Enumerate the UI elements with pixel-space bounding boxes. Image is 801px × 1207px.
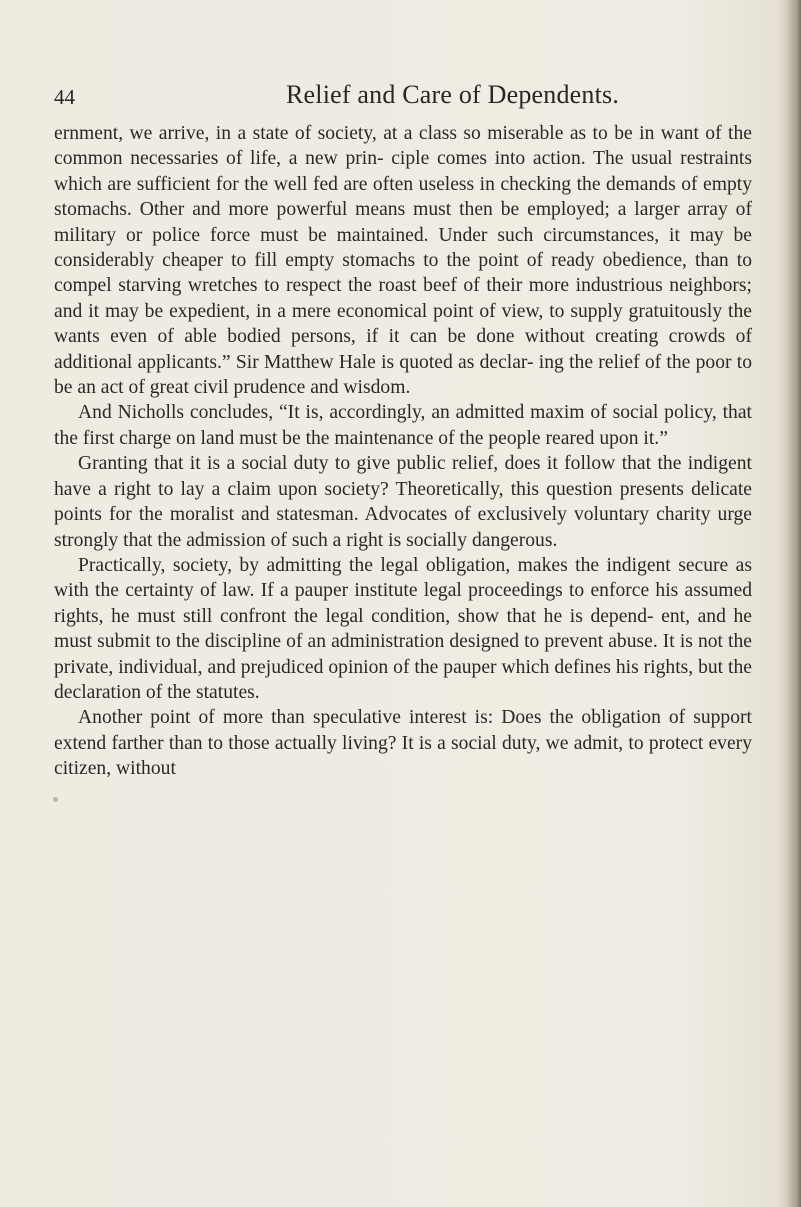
paragraph-continued: ernment, we arrive, in a state of society, at a class so miserable as to be in want of the common necessaries of life, a new prin- ciple comes into action. The usual restraints which are sufficient for the well fed are often useless in checking the demands of empty stomachs. Other and more powerful means must then be employed; a larger array of military or police force must be maintained. Under such circumstances, it may be considerably cheaper to fill empty stomachs to the point of ready obedience, than to compel starving wretches to respect the roast beef of their more industrious neighbors; and it may be expedient, in a mere economical point of view, to supply gratuitously the wants even of able bodied persons, if it can be done without creating crowds of additional applicants.” Sir Matthew Hale is quoted as declar- ing the relief of the poor to be an act of great civil prudence and wisdom. [54, 123, 752, 399]
running-head [54, 80, 754, 120]
page-edge-shadow [787, 0, 801, 1207]
paragraph-granting: Granting that it is a social duty to give public relief, does it follow that the indigent have a right to lay a claim upon society? Theoretically, this question presents delicate points for the moralist and statesman. Advocates of exclusively voluntary charity urge strongly that the admission of such a right is socially dangerous. [54, 453, 752, 551]
paragraph-nicholls: And Nicholls concludes, “It is, accordingly, an admitted maxim of social policy, that the first charge on land must be the maintenance of the people reared upon it.” [54, 402, 752, 449]
paper-speck [53, 797, 58, 802]
paragraph-another-point: Another point of more than speculative interest is: Does the obligation of support extend farther than to those actually living? It is a social duty, we admit, to protect every citizen, without [54, 707, 752, 780]
running-title: Relief and Care of Dependents. [286, 80, 620, 109]
body-text [54, 121, 752, 782]
page-number: 44 [54, 85, 75, 109]
paragraph-practically: Practically, society, by admitting the legal obligation, makes the indigent secure as with the certainty of law. If a pauper institute legal proceedings to enforce his assumed rights, he must still confront the legal condition, show that he is depend- ent, and he must submit to the discipline of an administration designed to prevent abuse. It is not the private, individual, and prejudiced opinion of the pauper which defines his rights, but the declaration of the statutes. [54, 554, 752, 703]
